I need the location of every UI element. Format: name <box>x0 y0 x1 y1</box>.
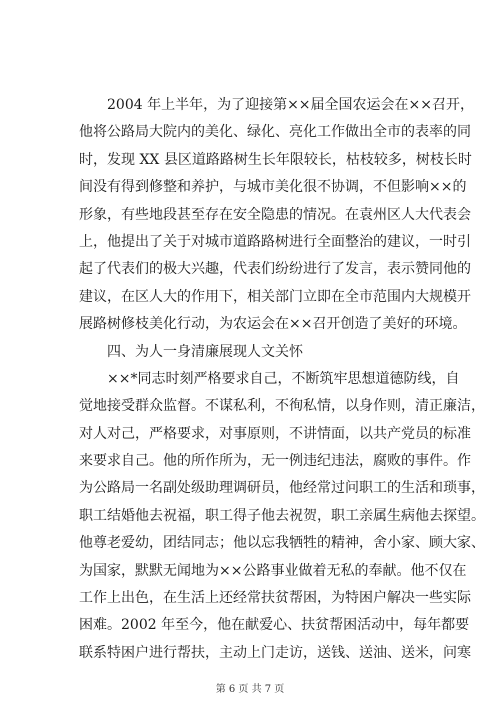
text-line: 工作上出色，在生活上还经常扶贫帮困，为特困户解决一些实际 <box>79 590 471 607</box>
text-line: 时，发现 XX 县区道路路树生长年限较长，枯枝较多，树枝长时 <box>79 151 472 168</box>
text-line: 为公路局一名副处级助理调研员，他经常过问职工的生活和琐事， <box>79 480 485 497</box>
text-line: 觉地接受群众监督。不谋私利，不徇私情，以身作则，清正廉洁， <box>79 398 485 415</box>
text-line: 他将公路局大院内的美化、绿化、亮化工作做出全市的表率的同 <box>79 124 471 141</box>
text-line: 困难。2002 年至今，他在献爱心、扶贫帮困活动中，每年都要 <box>79 617 470 634</box>
section-heading: 四、为人一身清廉展现人文关怀 <box>107 343 303 360</box>
text-line: 2004 年上半年，为了迎接第××届全国农运会在××召开， <box>107 97 474 113</box>
paragraph-1 <box>79 92 474 339</box>
text-line: 为国家，默默无闻地为××公路事业做着无私的奉献。他不仅在 <box>79 562 467 579</box>
text-line: 起了代表们的极大兴趣，代表们纷纷进行了发言，表示赞同他的 <box>79 261 471 278</box>
body-text <box>79 92 485 667</box>
text-line: 上，他提出了关于对城市道路路树进行全面整治的建议，一时引 <box>79 233 471 250</box>
text-line: 对人对己，严格要求，对事原则，不讲情面，以共产党员的标准 <box>79 425 471 442</box>
text-line: 联系特困户进行帮扶，主动上门走访，送钱、送油、送米，问寒 <box>79 644 471 661</box>
page-footer: 第 6 页 共 7 页 <box>215 684 285 695</box>
text-line: 形象，有些地段甚至存在安全隐患的情况。在袁州区人大代表会 <box>79 206 471 223</box>
text-line: 展路树修枝美化行动，为农运会在××召开创造了美好的环境。 <box>79 316 467 333</box>
text-line: 职工结婚他去祝福，职工得子他去祝贺，职工亲属生病他去探望。 <box>79 507 485 524</box>
text-line: 建议，在区人大的作用下，相关部门立即在全市范围内大规模开 <box>79 288 471 305</box>
text-line: 来要求自己。他的所作所为，无一例违纪违法，腐败的事件。作 <box>79 453 471 470</box>
paragraph-2 <box>79 366 485 667</box>
text-line: 间没有得到修整和养护，与城市美化很不协调，不但影响××的 <box>79 179 467 196</box>
text-line: 他尊老爱幼，团结同志；他以忘我牺牲的精神，舍小家、顾大家、 <box>79 535 485 552</box>
text-line: ××*同志时刻严格要求自己，不断筑牢思想道德防线，自 <box>107 370 460 387</box>
